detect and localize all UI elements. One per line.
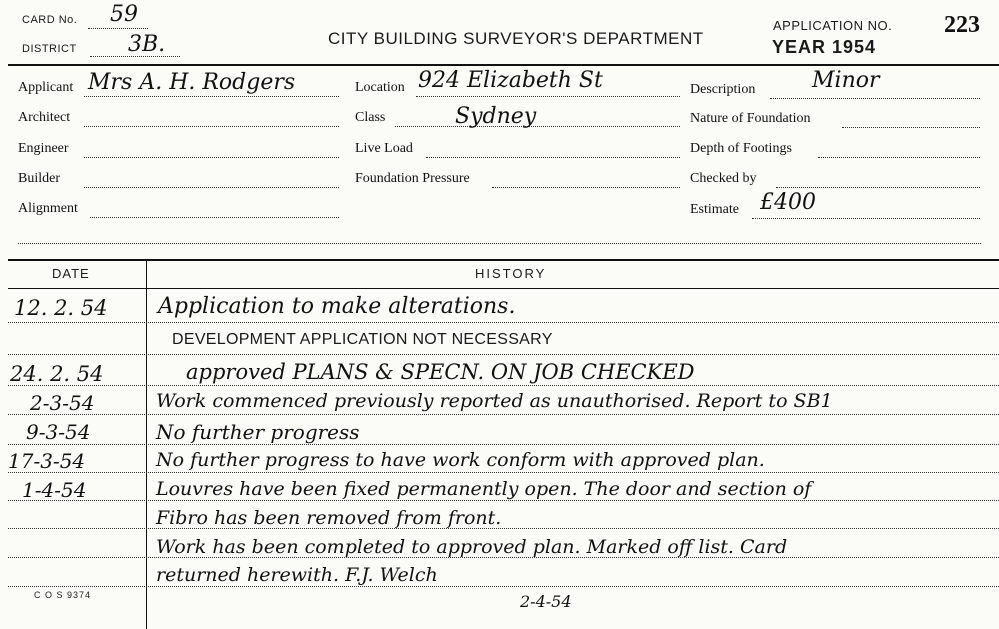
nature-of-foundation-line bbox=[842, 127, 980, 128]
row-line bbox=[8, 586, 999, 587]
history-date: 9-3-54 bbox=[26, 420, 91, 444]
checked-by-line bbox=[776, 187, 980, 188]
history-stamp: DEVELOPMENT APPLICATION NOT NECESSARY bbox=[172, 331, 553, 348]
estimate-value: £400 bbox=[760, 190, 816, 215]
history-text: Louvres have been fixed permanently open. The door and section of bbox=[156, 478, 812, 500]
description-label: Description bbox=[690, 82, 756, 97]
history-text: Application to make alterations. bbox=[158, 294, 516, 319]
history-top-rule bbox=[8, 259, 999, 261]
location-value: 924 Elizabeth St bbox=[418, 68, 603, 93]
alignment-line bbox=[90, 217, 339, 218]
live-load-line bbox=[426, 157, 680, 158]
applicant-line bbox=[84, 96, 339, 97]
history-date: 12. 2. 54 bbox=[14, 296, 108, 320]
history-text: No further progress to have work conform with approved plan. bbox=[156, 449, 765, 471]
depth-of-footings-line bbox=[818, 157, 980, 158]
architect-label: Architect bbox=[18, 110, 71, 125]
location-label: Location bbox=[355, 80, 405, 95]
application-no-value: 223 bbox=[944, 12, 980, 38]
row-line bbox=[8, 322, 999, 323]
class-line bbox=[395, 126, 680, 127]
row-line bbox=[8, 500, 999, 501]
department-title: CITY BUILDING SURVEYOR'S DEPARTMENT bbox=[328, 29, 704, 48]
estimate-line bbox=[752, 218, 980, 219]
live-load-label: Live Load bbox=[355, 141, 413, 156]
history-date: 1-4-54 bbox=[22, 478, 87, 502]
district-label: DISTRICT bbox=[22, 43, 77, 55]
nature-of-foundation-label: Nature of Foundation bbox=[690, 111, 811, 126]
builder-label: Builder bbox=[18, 171, 60, 186]
history-header-rule bbox=[8, 288, 999, 289]
row-line bbox=[8, 385, 999, 386]
foundation-pressure-label: Foundation Pressure bbox=[355, 171, 470, 186]
row-line bbox=[8, 444, 999, 445]
history-date: 24. 2. 54 bbox=[10, 362, 104, 386]
card-no-label: CARD No. bbox=[22, 14, 78, 26]
description-value: Minor bbox=[812, 68, 880, 93]
row-line bbox=[8, 354, 999, 355]
history-date: 17-3-54 bbox=[8, 449, 86, 473]
history-date: 2-3-54 bbox=[30, 391, 95, 415]
engineer-label: Engineer bbox=[18, 141, 69, 156]
history-text: Work has been completed to approved plan. Marked off list. Card bbox=[156, 536, 788, 558]
history-text: Fibro has been removed from front. bbox=[156, 507, 502, 529]
blank-line bbox=[18, 243, 981, 244]
alignment-label: Alignment bbox=[18, 201, 78, 216]
applicant-label: Applicant bbox=[18, 80, 74, 95]
checked-by-label: Checked by bbox=[690, 171, 757, 186]
class-label: Class bbox=[355, 110, 386, 125]
header-rule bbox=[8, 64, 999, 66]
row-line bbox=[8, 472, 999, 473]
history-text: No further progress bbox=[156, 420, 360, 444]
history-text: Work commenced previously reported as unauthorised. Report to SB1 bbox=[156, 390, 833, 412]
row-line bbox=[8, 414, 999, 415]
history-header: HISTORY bbox=[475, 266, 547, 281]
depth-of-footings-label: Depth of Footings bbox=[690, 141, 792, 156]
card-no-line bbox=[88, 28, 148, 29]
form-code: C O S 9374 bbox=[34, 590, 92, 600]
estimate-label: Estimate bbox=[690, 202, 739, 217]
district-value: 3B. bbox=[128, 32, 166, 57]
foundation-pressure-line bbox=[492, 187, 680, 188]
application-no-label: APPLICATION NO. bbox=[773, 18, 893, 33]
engineer-line bbox=[84, 157, 339, 158]
description-line bbox=[770, 98, 980, 99]
year-label: YEAR 1954 bbox=[772, 37, 877, 57]
class-value: Sydney bbox=[455, 104, 537, 129]
applicant-value: Mrs A. H. Rodgers bbox=[88, 70, 296, 95]
date-header: DATE bbox=[52, 266, 90, 281]
location-line bbox=[416, 96, 680, 97]
signature-date: 2-4-54 bbox=[520, 592, 572, 611]
builder-line bbox=[84, 187, 339, 188]
card-no-value: 59 bbox=[110, 2, 138, 27]
architect-line bbox=[84, 126, 339, 127]
history-text: returned herewith. F.J. Welch bbox=[156, 564, 438, 586]
history-text: approved PLANS & SPECN. ON JOB CHECKED bbox=[186, 360, 695, 384]
